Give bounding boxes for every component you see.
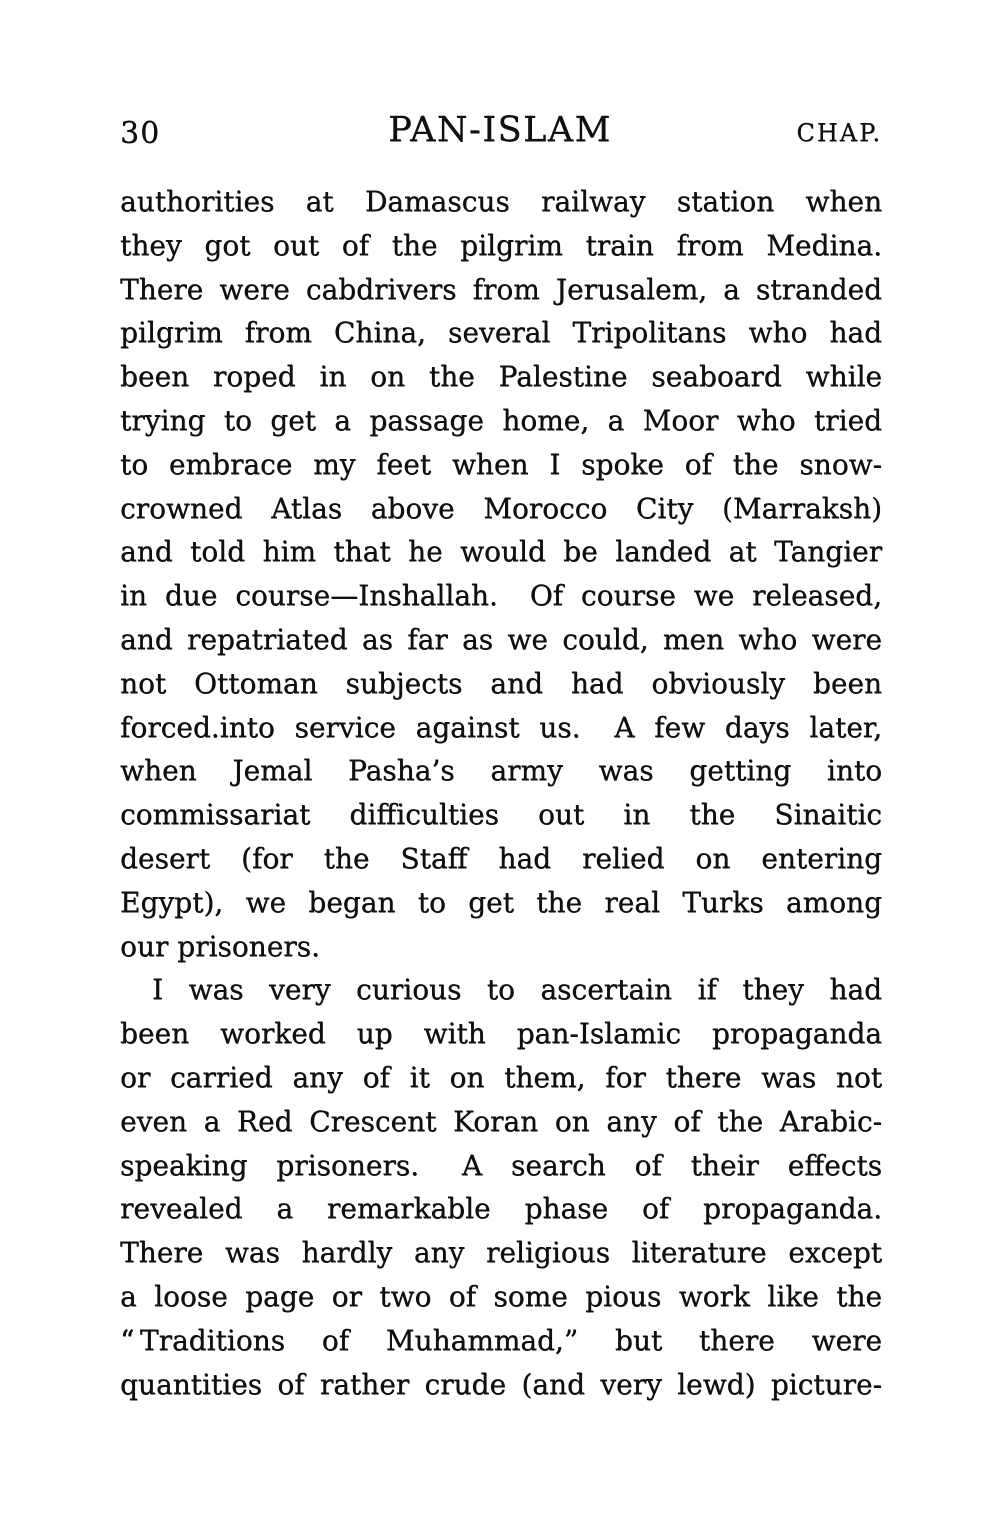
text-line: forced.into service against us. A few days later, [120,710,882,744]
text-line: revealed a remarkable phase of propaganda. [120,1192,882,1226]
text-line: commissariat difficulties out in the Sinaitic [120,798,882,832]
text-line: to embrace my feet when I spoke of the snow- [120,447,882,481]
text-line: There was hardly any religious literature except [120,1236,882,1270]
text-line: desert (for the Staff had relied on entering [120,841,882,875]
text-line: quantities of rather crude (and very lewd) picture- [120,1367,882,1401]
text-line-paragraph-start: I was very curious to ascertain if they had [152,973,882,1007]
chapter-marker: CHAP. [796,119,882,147]
text-line-paragraph-end: our prisoners. [120,929,320,963]
text-line: when Jemal Pasha’s army was getting into [120,754,882,788]
text-line: Egypt), we began to get the real Turks among [120,885,882,919]
text-line: crowned Atlas above Morocco City (Marraksh) [120,491,882,525]
text-line: “ Traditions of Muhammad,” but there were [120,1323,882,1357]
text-line: even a Red Crescent Koran on any of the Arabic- [120,1104,882,1138]
text-line: There were cabdrivers from Jerusalem, a stranded [120,272,882,306]
text-line: and repatriated as far as we could, men who were [120,622,882,656]
text-line: or carried any of it on them, for there was not [120,1060,882,1094]
text-line: and told him that he would be landed at Tangier [120,535,882,569]
running-head [0,110,1000,150]
text-line: they got out of the pilgrim train from Medina. [120,228,882,262]
text-line: not Ottoman subjects and had obviously been [120,666,882,700]
page-number: 30 [120,116,161,151]
text-line: been roped in on the Palestine seaboard while [120,360,882,394]
text-line: speaking prisoners. A search of their effects [120,1148,882,1182]
page-text [120,180,882,1406]
text-line: trying to get a passage home, a Moor who tried [120,403,882,437]
text-line: a loose page or two of some pious work like the [120,1279,882,1313]
text-line: in due course—Inshallah. Of course we released, [120,579,882,613]
text-line: pilgrim from China, several Tripolitans who had [120,316,882,350]
text-line: been worked up with pan-Islamic propaganda [120,1017,882,1051]
text-line: authorities at Damascus railway station when [120,185,882,218]
running-title: PAN-ISLAM [388,110,612,150]
